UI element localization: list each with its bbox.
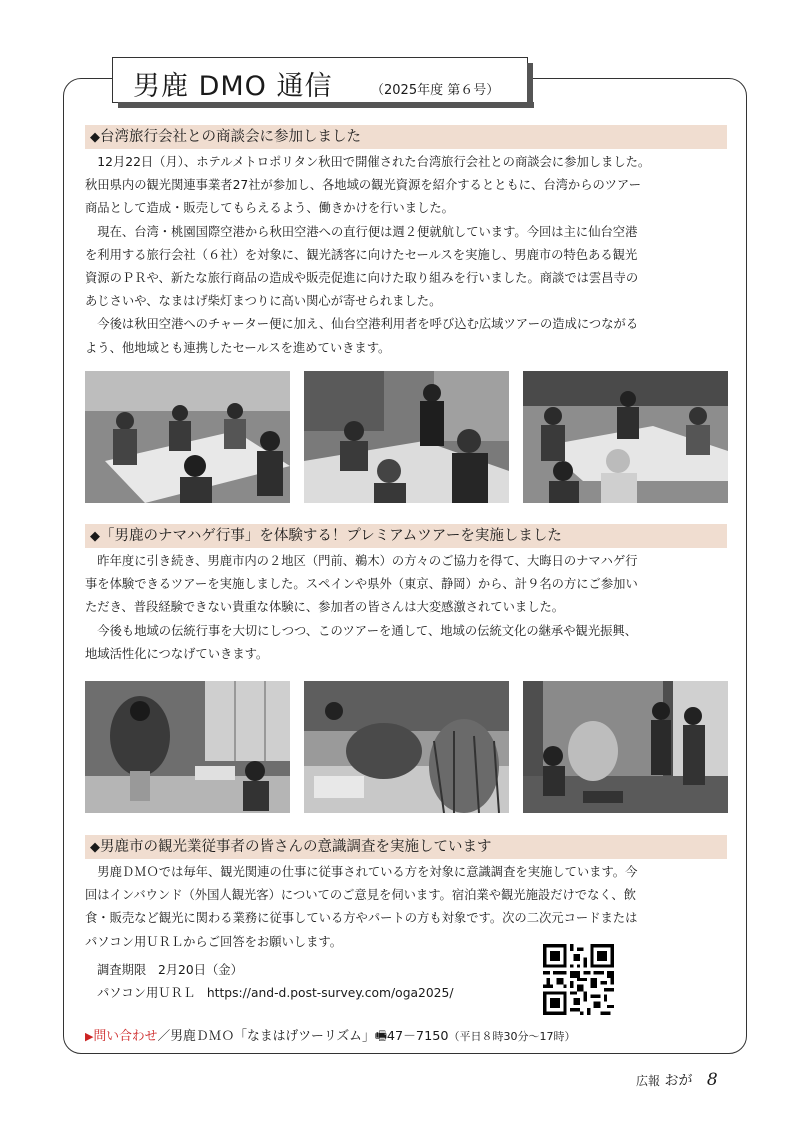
text-line: 資源のＰＲや、新たな旅行商品の造成や販売促進に向けた取り組みを行いました。商談では雲昌寺の [85,271,639,286]
contact-hours: （平日８時30分～17時） [448,1030,576,1043]
deadline-value: 2月20日（金） [157,963,243,977]
section-body-taiwan [85,151,727,360]
section-heading-namahage [85,524,727,548]
triangle-right-icon: ▶ [85,1030,94,1043]
text-line: 昨年度に引き続き、男鹿市内の２地区（門前、鵜木）の方々のご協力を得て、大晦日のナマハゲ行 [85,554,638,568]
qr-code[interactable] [543,944,614,1015]
text-line: 回はインバウンド（外国人観光客）についてのご意見を伺います。宿泊業や観光施設だけでなく、飲 [85,888,637,903]
section-heading-survey [85,835,727,859]
deadline-label: 調査期限 [97,963,147,977]
fax-phone-icon: 🖷 [374,1029,387,1044]
photo-meeting-2 [304,371,509,503]
text-line: 12月22日（月）、ホテルメトロポリタン秋田で開催された台湾旅行会社との商談会に参加しました。 [85,155,651,169]
text-line: あじさいや、なまはげ柴灯まつりに高い関心が寄せられました。 [85,294,442,309]
contact-line [85,1025,576,1049]
photo-namahage-3 [523,681,728,813]
text-line: ただき、普段経験できない貴重な体験に、参加者の皆さんは大変感激されていました。 [85,600,565,615]
diamond-icon: ◆ [90,130,100,145]
section-heading-text: 「男鹿のナマハゲ行事」を体験する！プレミアムツアーを実施しました [100,528,562,544]
publication-label: 広報 [636,1074,661,1088]
text-line: よう、他地域とも連携したセールスを進めていきます。 [85,340,391,355]
text-line: 秋田県内の観光関連事業者27社が参加し、各地域の観光資源を紹介するとともに、台湾からのツアー [85,178,642,193]
survey-url-line [97,983,453,1001]
diamond-icon: ◆ [90,529,100,544]
publication-name: おが [664,1073,693,1089]
section-heading-text: 男鹿市の観光業従事者の皆さんの意識調査を実施しています [100,839,492,855]
text-line: 事を体験できるツアーを実施しました。スペインや県外（東京、静岡）から、計９名の方にご参加い [85,577,638,592]
text-line: 今後も地域の伝統行事を大切にしつつ、このツアーを通して、地域の伝統文化の継承や観光振興、 [85,623,638,638]
section-body-survey [85,861,727,954]
survey-deadline [97,960,243,978]
title-banner [112,57,528,103]
page-footer [636,1070,718,1090]
page-title: 男鹿 DMO 通信 [133,71,333,102]
contact-label: 問い合わせ [93,1029,158,1044]
diamond-icon: ◆ [90,840,100,855]
photo-namahage-1 [85,681,290,813]
url-label: パソコン用ＵＲＬ [97,986,196,1000]
text-line: 男鹿ＤＭＯでは毎年、観光関連の仕事に従事されている方を対象に意識調査を実施しています。今 [85,865,638,879]
photo-meeting-1 [85,371,290,503]
survey-url[interactable]: https://and-d.post-survey.com/oga2025/ [206,986,454,1000]
text-line: 地域活性化につなげていきます。 [85,646,269,661]
text-line: を利用する旅行会社（６社）を対象に、観光誘客に向けたセールスを実施し、男鹿市の特色ある観光 [85,247,638,262]
text-line: 食・販売など観光に関わる業務に従事している方やパートの方も対象です。次の二次元コードまたは [85,911,638,926]
photo-meeting-3 [523,371,728,503]
contact-tel[interactable]: 47－7150 [386,1029,449,1044]
text-line: 商品として造成・販売してもらえるよう、働きかけを行いました。 [85,201,454,216]
text-line: 今後は秋田空港へのチャーター便に加え、仙台空港利用者を呼び込む広域ツアーの造成につながる [85,317,639,332]
contact-org: ／男鹿ＤＭＯ「なまはげツーリズム」 [157,1029,375,1044]
text-line: 現在、台湾・桃園国際空港から秋田空港への直行便は週２便就航しています。今回は主に仙台空港 [85,224,638,239]
issue-label: （2025年度 第６号） [371,83,500,98]
section-heading-taiwan [85,125,727,149]
section-body-namahage [85,550,727,666]
text-line: パソコン用ＵＲＬからご回答をお願いします。 [85,934,343,949]
photo-namahage-2 [304,681,509,813]
page-number: 8 [706,1070,718,1090]
section-heading-text: 台湾旅行会社との商談会に参加しました [100,129,361,145]
